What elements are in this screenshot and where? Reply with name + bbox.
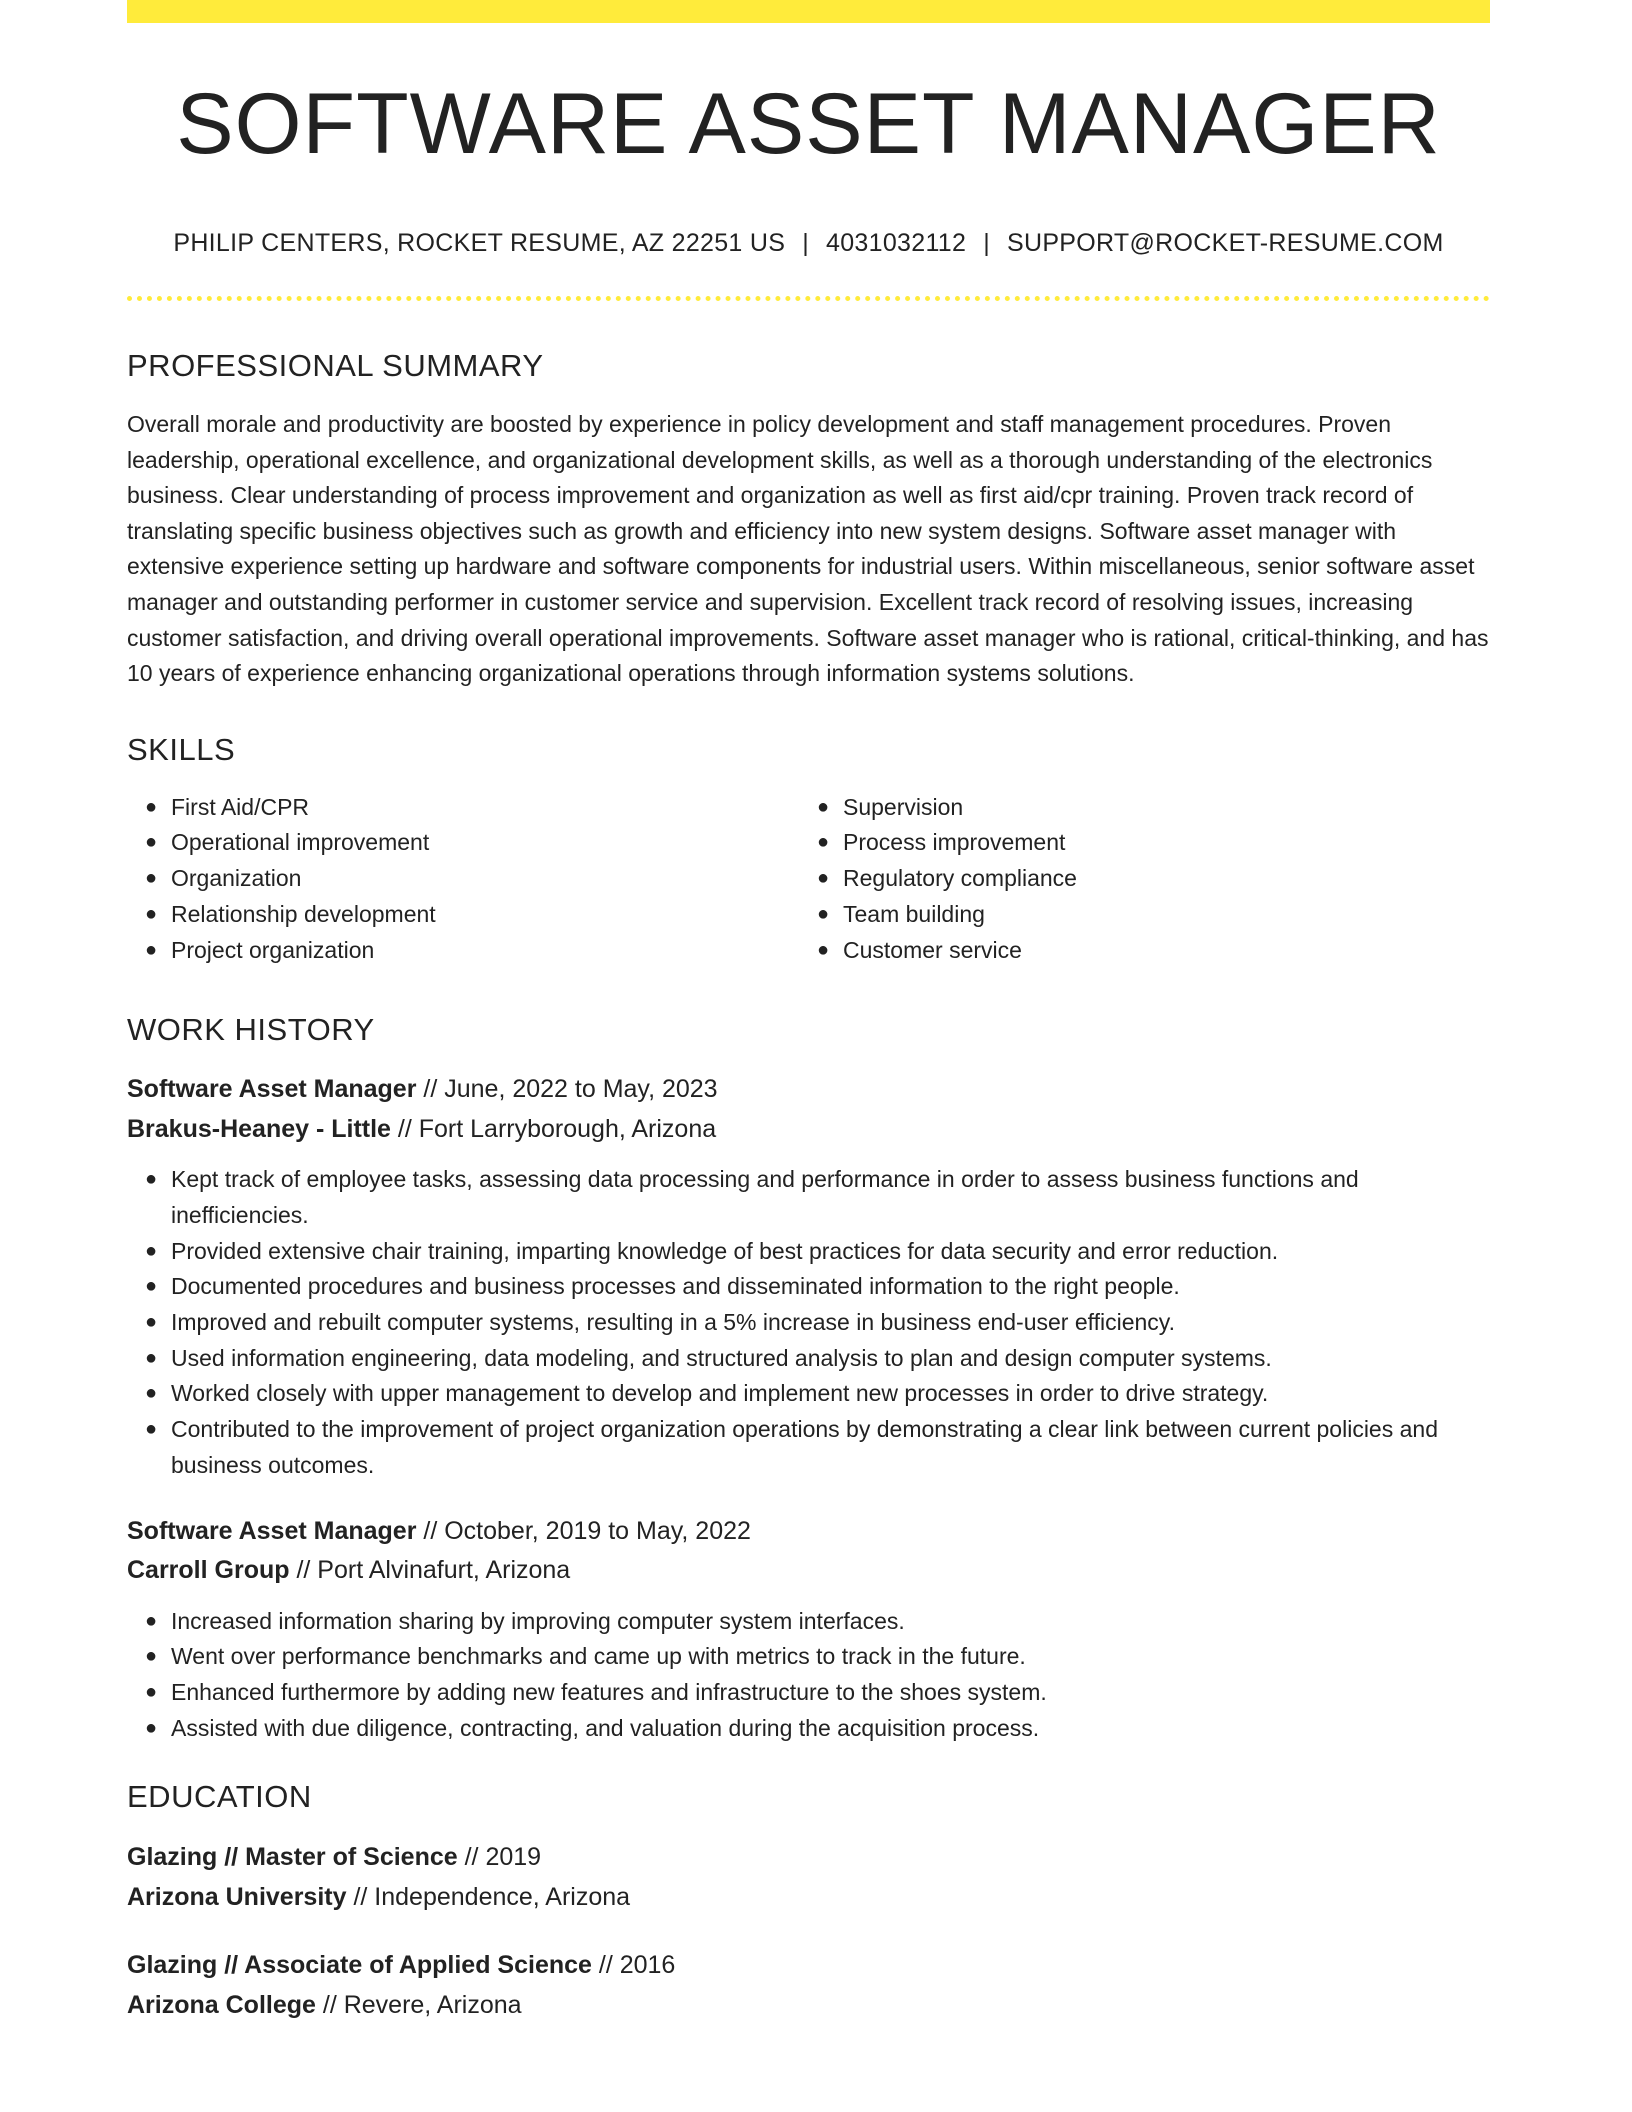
education-year: // 2019 — [457, 1843, 542, 1872]
education-degree-line — [127, 1946, 1490, 1986]
job-company: Carroll Group — [127, 1556, 290, 1585]
job-location: // Fort Larryborough, Arizona — [390, 1114, 717, 1143]
section-title-summary: PROFESSIONAL SUMMARY — [127, 348, 544, 383]
job-location: // Port Alvinafurt, Arizona — [289, 1556, 571, 1585]
skill-item: ● Process improvement — [817, 829, 1066, 856]
education-location: // Independence, Arizona — [346, 1882, 631, 1911]
contact-email: SUPPORT@ROCKET-RESUME.COM — [1007, 229, 1444, 257]
job-company-line — [127, 1551, 1490, 1591]
job-bullet: ● Improved and rebuilt computer systems, resulting in a 5% increase in business end-user efficiency. — [145, 1309, 1175, 1336]
skill-item: ● Regulatory compliance — [817, 865, 1077, 892]
section-title-work-history: WORK HISTORY — [127, 1012, 375, 1048]
job-bullet: ● Increased information sharing by improving computer system interfaces. — [145, 1607, 905, 1634]
education-degree: Glazing // Master of Science — [127, 1843, 458, 1872]
top-accent-bar — [127, 0, 1490, 23]
job-dates: // October, 2019 to May, 2022 — [416, 1516, 751, 1545]
resume-name: SOFTWARE ASSET MANAGER — [176, 76, 1441, 172]
job-bullet: ● Went over performance benchmarks and came up with metrics to track in the future. — [145, 1643, 1026, 1670]
skill-item: ● Relationship development — [145, 900, 436, 927]
job-bullet: ● Documented procedures and business processes and disseminated information to the right people. — [145, 1273, 1180, 1300]
job-role: Software Asset Manager — [127, 1516, 417, 1545]
job-bullet: ● Contributed to the improvement of project organization operations by demonstrating a clear link between current policies and business outcomes. — [145, 1416, 1438, 1478]
skill-item: ● Project organization — [145, 936, 375, 963]
skill-item: ● Supervision — [817, 793, 964, 820]
job-bullet: ● Worked closely with upper management to develop and implement new processes in order to drive strategy. — [145, 1380, 1269, 1407]
education-school: Arizona University — [127, 1882, 347, 1911]
skill-item: ● Organization — [145, 865, 302, 892]
job-bullet: ● Used information engineering, data modeling, and structured analysis to plan and design computer systems. — [145, 1344, 1272, 1371]
job-dates: // June, 2022 to May, 2023 — [416, 1075, 718, 1104]
job-role: Software Asset Manager — [127, 1075, 417, 1104]
skill-item: ● Customer service — [817, 936, 1022, 963]
skill-item: ● Team building — [817, 900, 985, 927]
job-entry — [127, 1070, 1490, 1483]
skills-column-2 — [799, 790, 1471, 969]
job-bullet: ● Provided extensive chair training, imparting knowledge of best practices for data security and error reduction. — [145, 1237, 1279, 1264]
job-company-line — [127, 1110, 1490, 1150]
education-school-line — [127, 1878, 1490, 1918]
education-school: Arizona College — [127, 1990, 316, 2019]
skill-item: ● Operational improvement — [145, 829, 430, 856]
skills-column-1 — [127, 790, 799, 969]
education-school-line — [127, 1986, 1490, 2026]
job-company: Brakus-Heaney - Little — [127, 1114, 391, 1143]
dotted-divider — [127, 296, 1490, 301]
skills-list — [127, 790, 1490, 969]
section-title-skills: SKILLS — [127, 731, 236, 767]
education-entry — [127, 1946, 1490, 2025]
contact-address: PHILIP CENTERS, ROCKET RESUME, AZ 22251 US — [173, 229, 786, 257]
contact-separator: | — [802, 229, 810, 257]
education-degree: Glazing // Associate of Applied Science — [127, 1951, 592, 1980]
contact-separator: | — [983, 229, 990, 257]
job-bullet-list — [127, 1604, 1490, 1747]
education-location: // Revere, Arizona — [315, 1990, 522, 2019]
education-year: // 2016 — [591, 1951, 676, 1980]
education-degree-line — [127, 1838, 1490, 1878]
job-title-line — [127, 1512, 1490, 1552]
summary-text: Overall morale and productivity are boosted by experience in policy development and staff management procedures. Proven leadership, operational excellence, and organizational development skills, as well as a thorough understanding of the electronics business. Clear understanding of process improvement and organization as well as first aid/cpr training. Proven track record of translating specific business objectives such as growth and efficiency into new system designs. Software asset manager with extensive experience setting up hardware and software components for industrial users. Within miscellaneous, senior software asset manager and outstanding performer in customer service and supervision. Excellent track record of resolving issues, increasing customer satisfaction, and driving overall operational improvements. Software asset manager who is rational, critical-thinking, and has 10 years of experience enhancing organizational operations through information systems solutions. — [127, 411, 1489, 687]
education-entry — [127, 1838, 1490, 1917]
job-bullet: ● Assisted with due diligence, contracting, and valuation during the acquisition process. — [145, 1714, 1040, 1741]
resume-page — [127, 0, 1490, 2025]
job-entry — [127, 1512, 1490, 1747]
skill-item: ● First Aid/CPR — [145, 793, 310, 820]
job-bullet: ● Kept track of employee tasks, assessing data processing and performance in order to assess business functions and inefficiencies. — [145, 1166, 1359, 1228]
contact-phone: 4031032112 — [826, 229, 967, 257]
job-bullet: ● Enhanced furthermore by adding new features and infrastructure to the shoes system. — [145, 1679, 1047, 1705]
contact-line — [127, 231, 1490, 256]
job-title-line — [127, 1070, 1490, 1110]
section-title-education: EDUCATION — [127, 1779, 312, 1815]
job-bullet-list — [127, 1162, 1490, 1483]
